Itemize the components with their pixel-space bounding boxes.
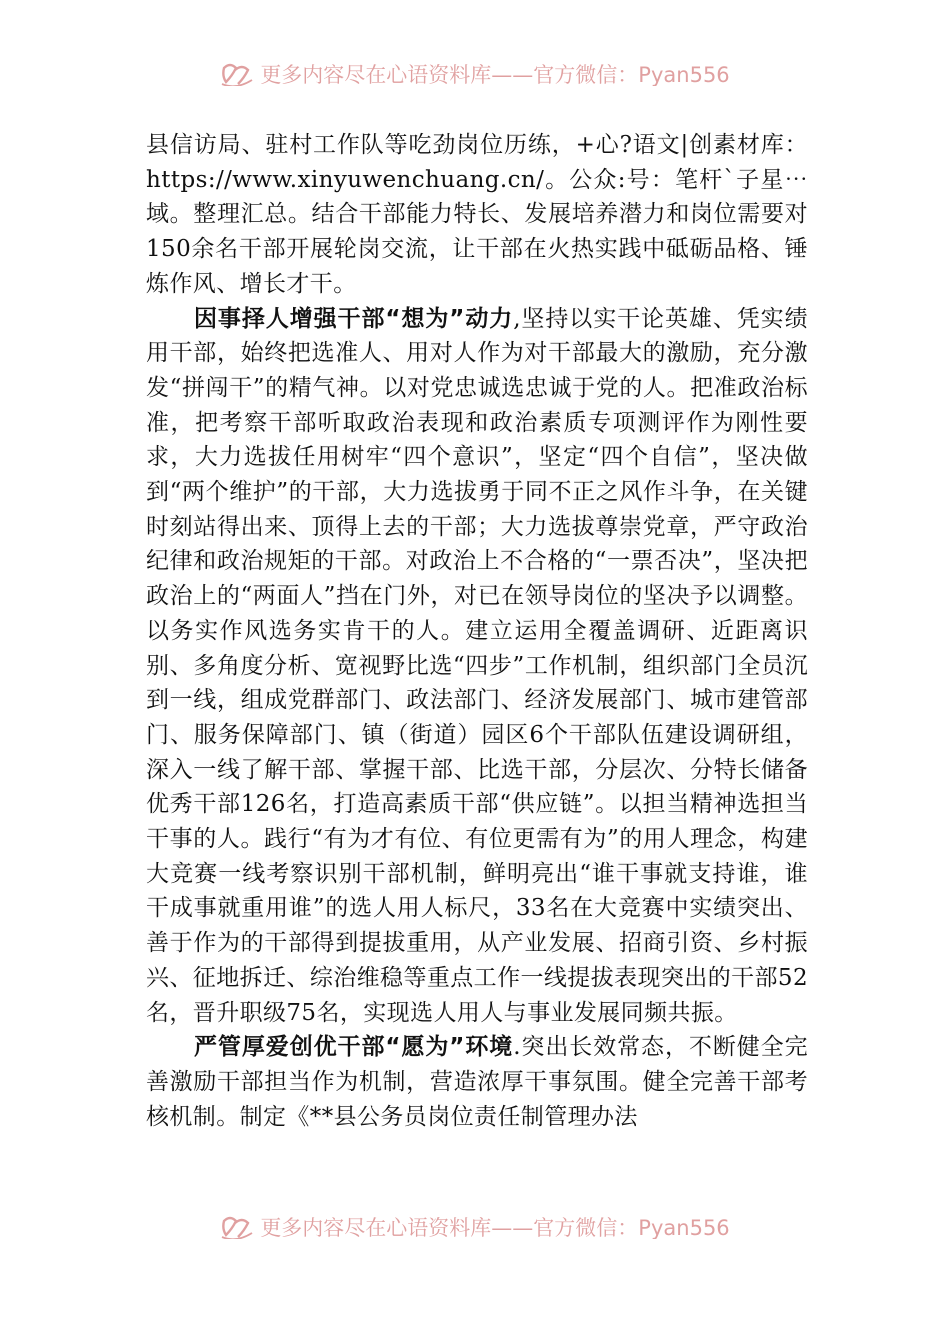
paragraph-3 xyxy=(146,1030,808,1134)
paragraph-1 xyxy=(146,128,808,302)
watermark-footer xyxy=(0,1209,950,1239)
watermark-text: 更多内容尽在心语资料库——官方微信：Pyan556 xyxy=(260,63,730,86)
paragraph-2-body: ,坚持以实干论英雄、凭实绩用干部，始终把选准人、用对人作为对干部最大的激励，充分激发“拼闯干”的精气神。以对党忠诚选忠诚于党的人。把准政治标准，把考察干部听取政治表现和政治素质专项测评作为刚性要求，大力选拔任用树牢“四个意识”，坚定“四个自信”，坚决做到“两个维护”的干部，大力选拔勇于同不正之风作斗争，在关键时刻站得出来、顶得上去的干部；大力选拔尊崇党章，严守政治纪律和政治规矩的干部。对政治上不合格的“一票否决”，坚决把政治上的“两面人”挡在门外，对已在领导岗位的坚决予以调整。以务实作风选务实肯干的人。建立运用全覆盖调研、近距离识别、多角度分析、宽视野比选“四步”工作机制，组织部门全员沉到一线，组成党群部门、政法部门、经济发展部门、城市建管部门、服务保障部门、镇（街道）园区6个干部队伍建设调研组，深入一线了解干部、掌握干部、比选干部，分层次、分特长储备优秀干部126名，打造高素质干部“供应链”。以担当精神选担当干事的人。践行“有为才有位、有位更需有为”的用人理念，构建大竞赛一线考察识别干部机制，鲜明亮出“谁干事就支持谁，谁干成事就重用谁”的选人用人标尺，33名在大竞赛中实绩突出、善于作为的干部得到提拔重用，从产业发展、招商引资、乡村振兴、征地拆迁、综治维稳等重点工作一线提拔表现突出的干部52名，晋升职级75名，实现选人用人与事业发展同频共振。 xyxy=(146,305,808,1026)
document-body xyxy=(146,128,808,1134)
paragraph-3-body: .突出长效常态，不断健全完善激励干部担当作为机制，营造浓厚干事氛围。健全完善干部考核机制。制定《**县公务员岗位责任制管理办法 xyxy=(146,1034,808,1130)
watermark-logo-icon xyxy=(220,62,254,86)
watermark-logo-icon xyxy=(220,1215,254,1239)
paragraph-2 xyxy=(146,302,808,1031)
watermark-text: 更多内容尽在心语资料库——官方微信：Pyan556 xyxy=(260,1216,730,1239)
section-heading-motivation: 因事择人增强干部“想为”动力 xyxy=(194,305,514,332)
section-heading-environment: 严管厚爱创优干部“愿为”环境 xyxy=(194,1034,514,1061)
paragraph-1-body: 县信访局、驻村工作队等吃劲岗位历练，+心?语文|创素材库：https://www.xinyuwenchuang.cn/。公众:号：笔杆`子星⋯域。整理汇总。结合干部能力特长、发展培养潜力和岗位需要对150余名干部开展轮岗交流，让干部在火热实践中砥砺品格、锤炼作风、增长才干。 xyxy=(146,132,808,297)
watermark-header xyxy=(0,56,950,86)
